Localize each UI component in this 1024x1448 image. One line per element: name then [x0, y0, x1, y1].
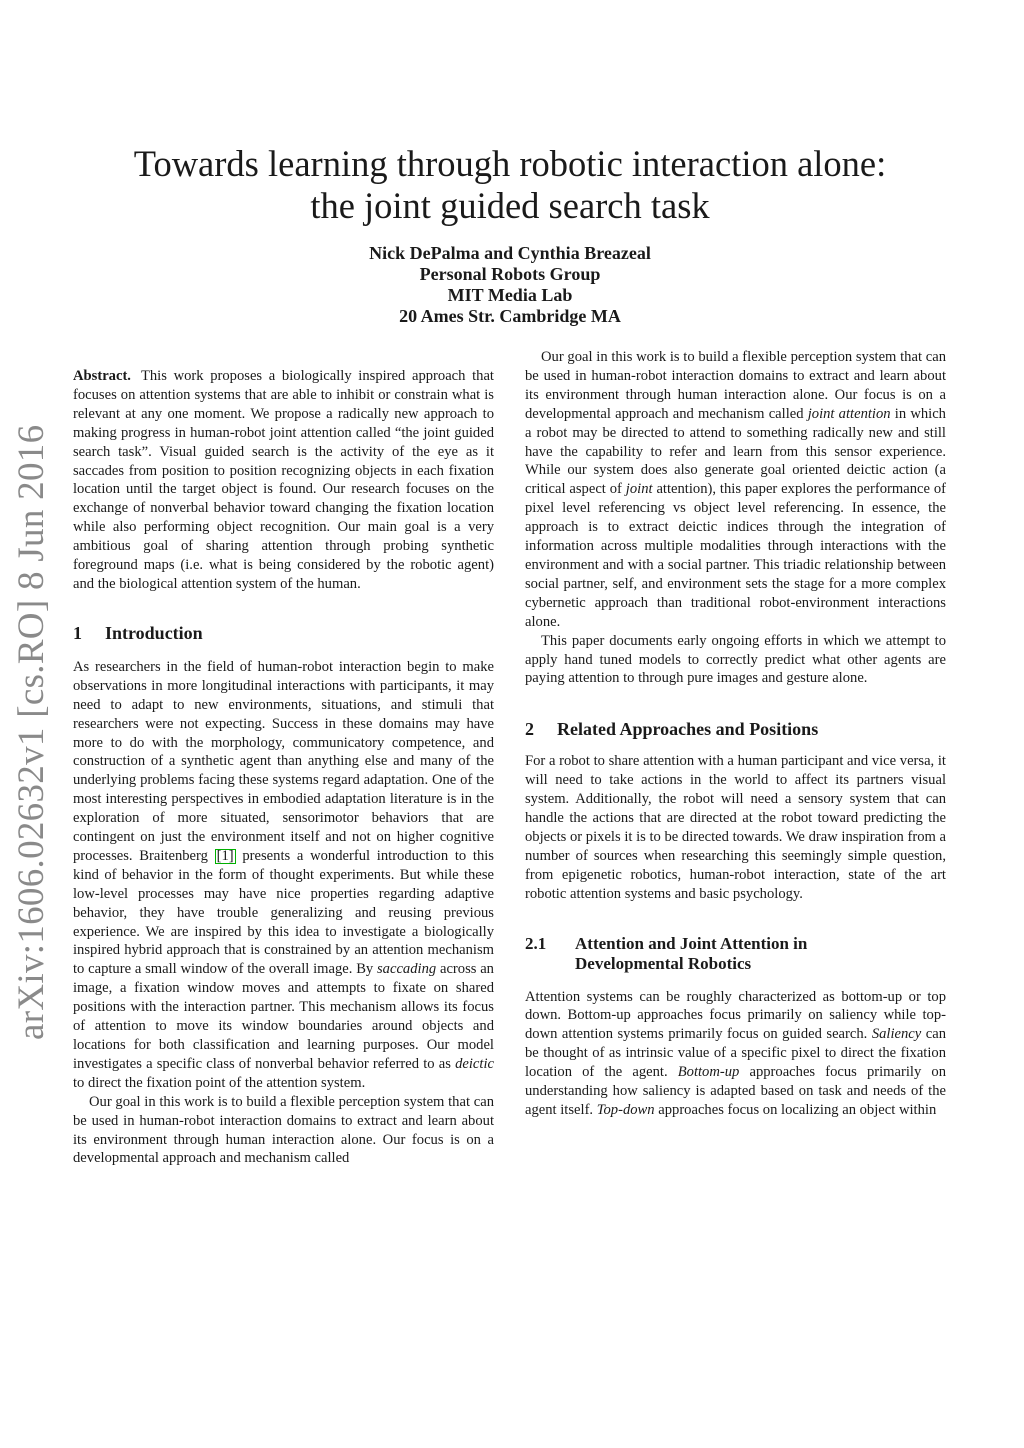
intro-paragraph-1 [73, 658, 494, 1093]
emphasis-text: Top-down [596, 1102, 655, 1118]
title-line-2: the joint guided search task [310, 185, 710, 226]
left-column [73, 367, 494, 1167]
title-line-1: Towards learning through robotic interaction alone: [133, 143, 887, 184]
author-lab: MIT Media Lab [447, 285, 573, 305]
author-group: Personal Robots Group [419, 264, 601, 284]
arxiv-identifier: arXiv:1606.02632v1 [cs.RO] 8 Jun 2016 [11, 424, 52, 1040]
text-run: to direct the fixation point of the attention system. [73, 1074, 366, 1091]
section-number: 1 [73, 622, 82, 643]
author-names: Nick DePalma and Cynthia Breazeal [369, 243, 651, 263]
related-paragraph-1: For a robot to share attention with a human participant and vice versa, it will need to take actions in the world to affect its partners visual system. Additionally, the robot will need a sensory system that can handle the actions that are directed at the robot toward predicting the objects or pixels it is to be directed towards. We draw inspiration from a number of sources when researching this seemingly simple question, from epigenetic robotics, human-robot interaction, state of the art robotic attention systems and basic psychology. [525, 753, 946, 902]
text-run: can be thought of as intrinsic value of a specific pixel to direct the fixation location of the agent. [525, 1026, 946, 1081]
section-number: 2 [525, 719, 534, 740]
section-heading-related-approaches [525, 718, 946, 740]
text-run: presents a wonderful introduction to this kind of behavior in the form of thought experiments. But while these low-level processes may have nice properties regarding adaptive behavior, they have trouble generalizing and reusing previous experience. We are inspired by this idea to investigate a biologically inspired hybrid approach that is constrained by an attention mechanism to capture a small window of the overall image. By [73, 847, 494, 978]
emphasis-text: Saliency [871, 1026, 922, 1043]
abstract [73, 367, 494, 594]
intro-paragraph-2-start [73, 1093, 494, 1167]
citation-link[interactable]: [1] [216, 847, 234, 864]
paragraph-continuation-clip [525, 348, 946, 632]
text-run: Our goal in this work is to build a flexible perception system that can be used in human-robot interaction domains to extract and learn about its environment through human interaction alone. Our focus is on a developmental approach and mechanism called [73, 1093, 494, 1167]
author-address: 20 Ames Str. Cambridge MA [399, 306, 621, 326]
text-run: approaches focus on localizing an object within [654, 1102, 937, 1118]
text-run: in which a robot may be directed to attend to something radically new and still have the capability to refer and learn from this sensor experience. While our system does also generate goal oriented deictic action (a critical aspect of [525, 405, 946, 498]
text-run: attention), this paper explores the performance of pixel level referencing vs object level referencing. In essence, the approach is to extract deictic indices through the integration of information across multiple modalities through interactions with the environment and with a social partner. This triadic relationship between social partner, self, and environment sets the stage for a more complex cybernetic approach than traditional robot-environment interactions alone. [525, 481, 946, 630]
intro-paragraph-2-continued [525, 348, 946, 632]
section-heading-introduction [73, 622, 494, 644]
attention-paragraph-1 [525, 988, 946, 1120]
emphasis-text: Bottom-up [677, 1064, 740, 1081]
abstract-label: Abstract. [73, 368, 131, 384]
emphasis-text: joint attention [807, 405, 891, 422]
section-title: Introduction [105, 622, 203, 643]
subsection-title-line-1: Attention and Joint Attention in [575, 933, 808, 953]
text-run: Attention systems can be roughly characterized as bottom-up or top down. Bottom-up approaches focus primarily on saliency while top-down attention systems primarily focus on guided search. [525, 988, 946, 1043]
right-column [525, 349, 946, 1120]
subsection-number: 2.1 [525, 933, 547, 953]
subsection-title-line-2: Developmental Robotics [575, 953, 752, 973]
text-run: across an image, a fixation window moves and attempts to fixate on shared positions with the interaction partner. This mechanism allows its focus of attention to move its window boundaries around objects and locations for both classification and learning purposes. Our model investigates a specific class of nonverbal behavior referred to as [73, 961, 494, 1072]
emphasis-text: deictic [455, 1055, 494, 1072]
text-run: Our goal in this work is to build a flexible perception system that can be used in human-robot interaction domains to extract and learn about its environment through human interaction alone. Our focus is on a developmental approach and mechanism called [525, 349, 946, 422]
paper-title [60, 143, 960, 227]
emphasis-text: joint [625, 481, 653, 498]
emphasis-text: saccading [377, 961, 437, 978]
intro-paragraph-3: This paper documents early ongoing efforts in which we attempt to apply hand tuned models to correctly predict what other agents are paying attention to through pure images and gesture alone. [525, 632, 946, 687]
text-run: As researchers in the field of human-robot interaction begin to make observations in more longitudinal interactions with participants, it may need to adapt to new environments, situations, and stimuli that researchers were not expecting. Success in these domains may have more to do with the morphology, communicatory competence, and construction of a synthetic agent than anything else and many of the underlying problems facing these systems regard adaptation. One of the most interesting perspectives in embodied adaptation literature is in the exploration of more situated, sensorimotor behaviors that are contingent on just the environment itself and not on higher cognitive processes. Braitenberg [73, 658, 494, 864]
section-title: Related Approaches and Positions [557, 719, 819, 740]
author-block [210, 243, 810, 327]
subsection-heading-attention [525, 934, 946, 974]
text-run: approaches focus primarily on understanding how saliency is adapted based on task and needs of the agent itself. [525, 1064, 946, 1118]
abstract-text: This work proposes a biologically inspired approach that focuses on attention systems that are able to inhibit or constrain what is relevant at any one moment. We propose a radically new approach to making progress in human-robot joint attention called “the joint guided search task”. Visual guided search is the activity of the eye as it saccades from position to position recognizing objects in each fixation location until the target object is found. Our research focuses on the exchange of nonverbal behavior toward changing the fixation location while also performing object recognition. Our main goal is a very ambitious goal of sharing attention through probing synthetic foreground maps (i.e. what is being considered by the robotic agent) and the biological attention system of the human. [73, 368, 494, 592]
